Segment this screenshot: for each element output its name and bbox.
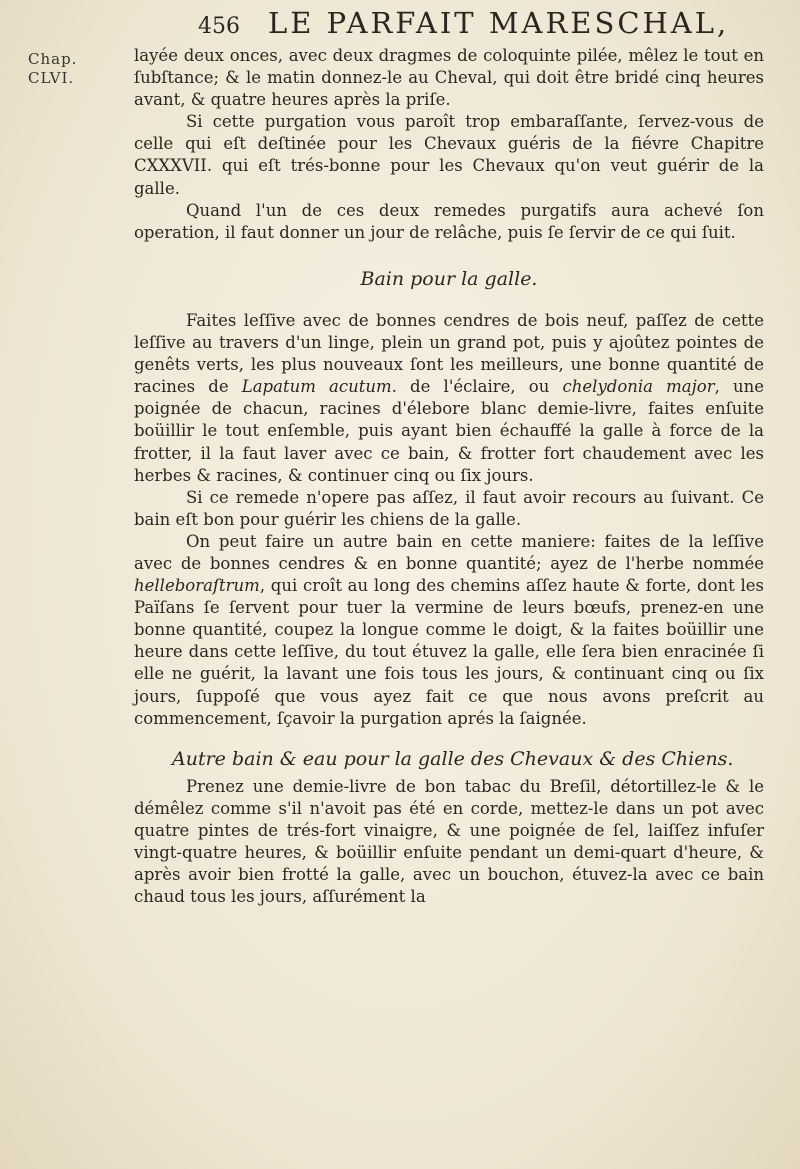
paragraph-text: , qui croît au long des chemins aſſez haute & forte, dont les Païſans ſe ſervent pour tuer la vermine de leurs bœufs, prenez-en une bonne quantité, coupez la longue comme le doigt, & la faites boüillir une heure dans cette leſſive, du tout étuvez la galle, elle ſera bien enracinée ſi elle ne guérit, la lavant une fois tous les jours, & continuant cinq ou ſix jours, ſuppoſé que vous ayez fait ce que nous avons preſcrit au commencement, ſçavoir la purgation aprés la ſaignée.: [134, 576, 764, 728]
body-text: [134, 45, 764, 908]
paragraph: Si cette purgation vous paroît trop embaraſſante, ſervez-vous de celle qui eſt deſtinée pour les Chevaux guéris de la fiévre Chapitre CXXXVII. qui eſt trés-bonne pour les Chevaux qu'on veut guérir de la galle.: [134, 112, 764, 198]
latin-term: helleboraſtrum: [134, 576, 260, 596]
paragraph: [134, 310, 764, 487]
paragraph: Quand l'un de ces deux remedes purgatifs aura achevé ſon operation, il faut donner un jour de relâche, puis ſe ſervir de ce qui ſuit.: [134, 200, 764, 242]
page-header: [198, 6, 729, 40]
running-head: LE PARFAIT MARESCHAL,: [268, 6, 730, 40]
margin-chapter-label: Chap.: [28, 50, 78, 68]
paragraph-continuation: layée deux onces, avec deux dragmes de coloquinte pilée, mêlez le tout en ſubſtance; & le matin donnez-le au Cheval, qui doit être bridé cinq heures avant, & quatre heures après la priſe.: [134, 46, 764, 110]
section-heading: Autre bain & eau pour la galle des Chevaux & des Chiens.: [172, 747, 734, 770]
paragraph: Prenez une demie-livre de bon tabac du Breſil, détortillez-le & le démêlez comme s'il n'avoit pas été en corde, mettez-le dans un pot avec quatre pintes de trés-fort vinaigre, & une poignée de ſel, laiſſez infuſer vingt-quatre heures, & boüillir enſuite pendant un demi-quart d'heure, & après avoir bien frotté la galle, avec un bouchon, étuvez-la avec ce bain chaud tous les jours, aſſurément la: [134, 776, 764, 907]
margin-chapter-number: CLVI.: [28, 69, 75, 87]
paragraph-text: , une poignée de chacun, racines d'élebore blanc demie-livre, faites enſuite boüillir le tout enſemble, puis ayant bien échauffé la galle à force de la frotter, il la faut laver avec ce bain, & frotter fort chaudement avec les herbes & racines, & continuer cinq ou ſix jours.: [134, 377, 765, 485]
paragraph-text: On peut faire un autre bain en cette maniere: faites de la leſſive avec de bonnes cendres & en bonne quantité; ayez de l'herbe nommée: [134, 531, 764, 573]
latin-term: chelydonia major: [562, 377, 715, 397]
chapter-margin-note: [28, 50, 77, 88]
paragraph: [134, 531, 764, 730]
paragraph-text: Faites leſſive avec de bonnes cendres de bois neuf, paſſez de cette leſſive au travers d'un linge, plein un grand pot, puis y ajoûtez pointes de genêts verts, les plus nouveaux ſont les meilleurs, une bonne quantité de racines de: [134, 310, 764, 397]
latin-term: Lapatum acutum: [241, 377, 392, 397]
paragraph: Si ce remede n'opere pas aſſez, il faut avoir recours au ſuivant. Ce bain eſt bon pour guérir les chiens de la galle.: [134, 487, 764, 529]
section-heading: Bain pour la galle.: [360, 267, 538, 290]
paragraph-text: . de l'éclaire, ou: [391, 377, 563, 397]
page-number: 456: [198, 14, 240, 39]
